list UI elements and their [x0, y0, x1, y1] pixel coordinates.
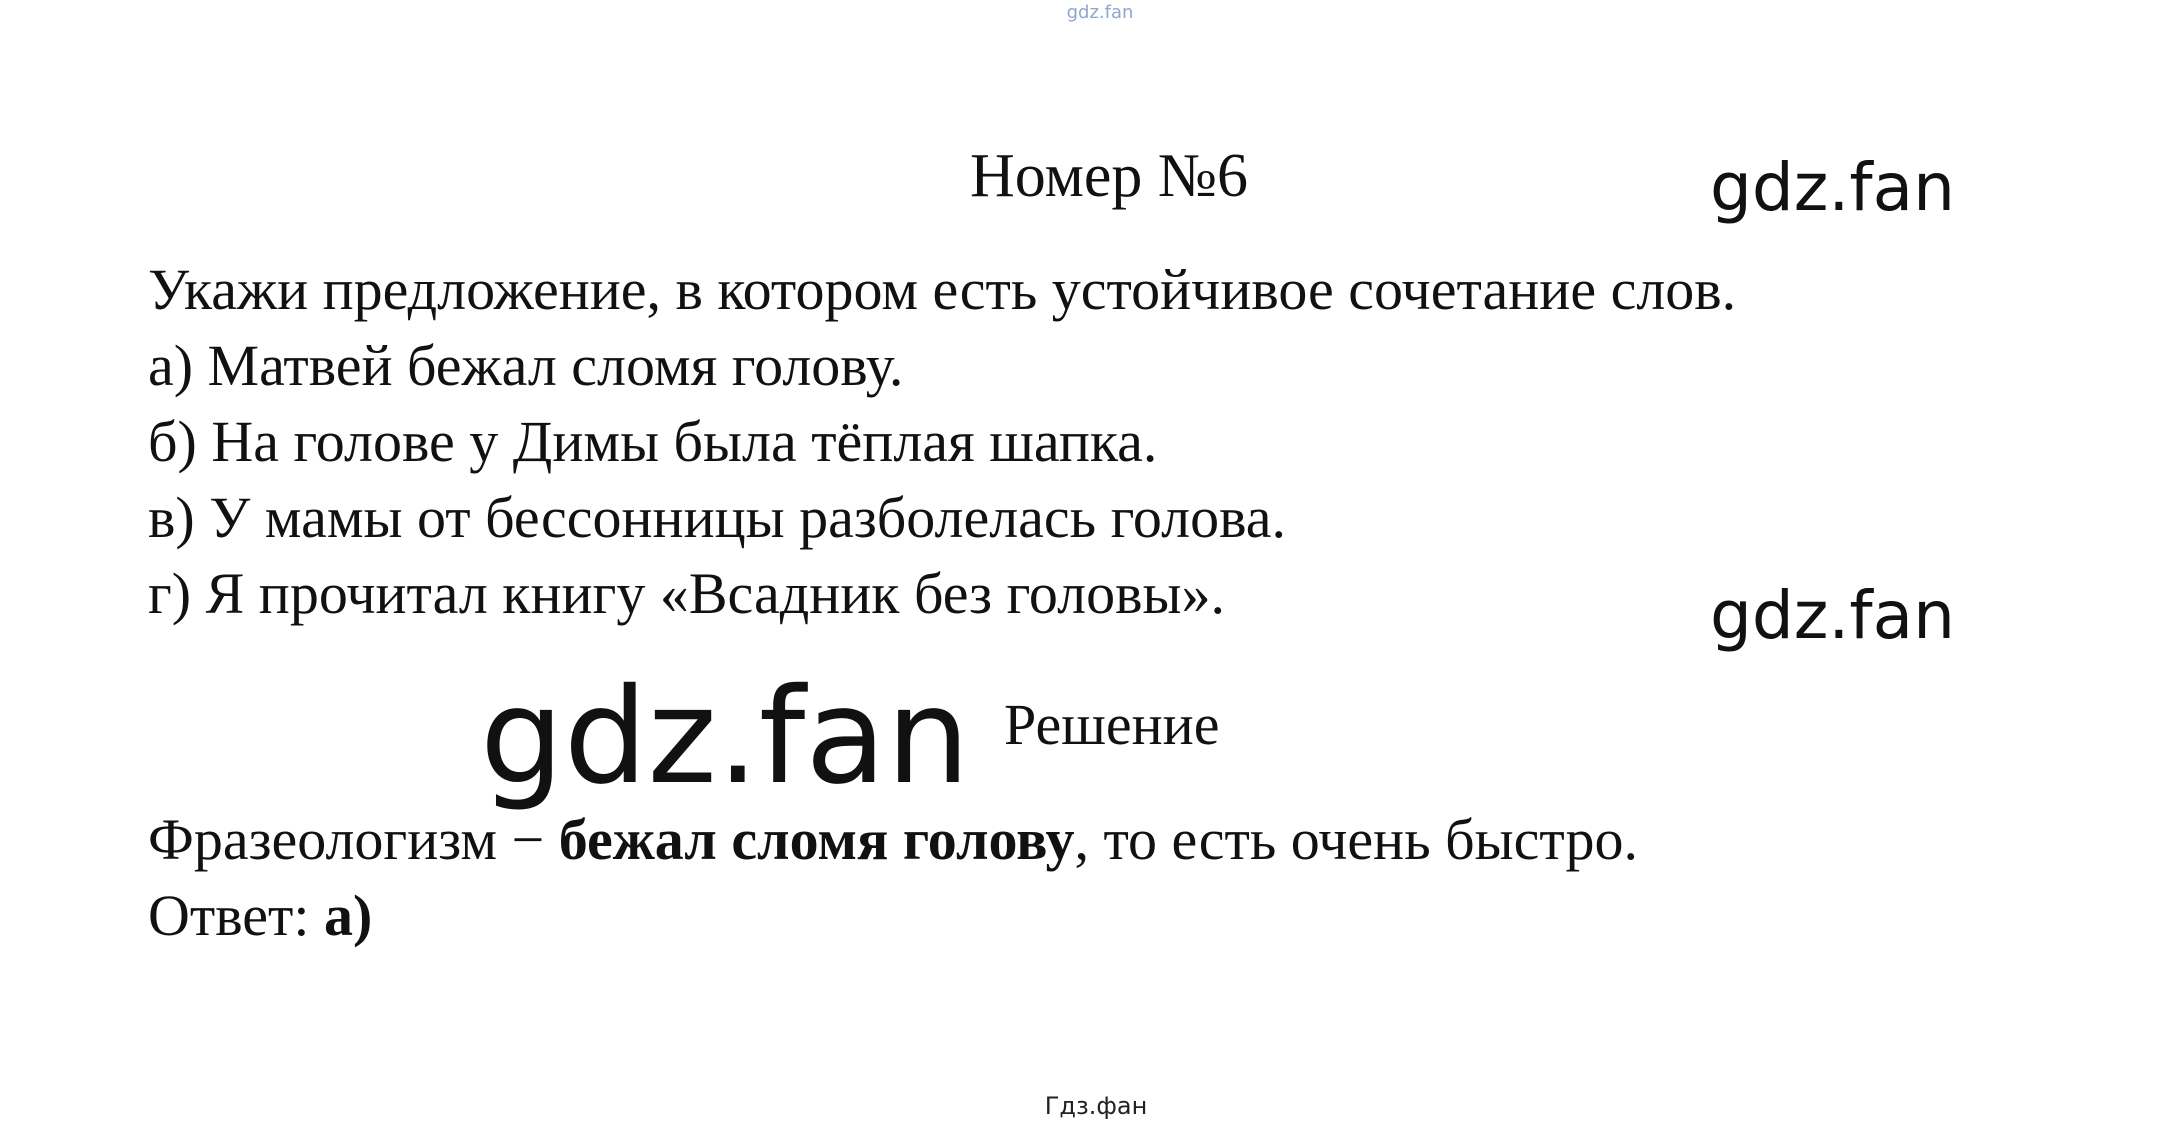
option-c: в) У мамы от бессонницы разболелась голова.: [148, 485, 1286, 550]
explanation-suffix: , то есть очень быстро.: [1074, 807, 1638, 872]
answer-prefix: Ответ:: [148, 883, 324, 948]
watermark-right-middle: gdz.fan: [1710, 577, 1955, 654]
solution-explanation: [148, 802, 1638, 878]
solution-heading: Решение: [1004, 692, 1220, 757]
solution-block: [148, 802, 1638, 954]
explanation-idiom: бежал сломя голову: [558, 807, 1075, 872]
watermark-footer: Гдз.фан: [1044, 1092, 1148, 1120]
answer-value: а): [323, 883, 373, 948]
page-title: Номер №6: [970, 142, 1249, 210]
watermark-right-top: gdz.fan: [1710, 149, 1955, 226]
option-d: г) Я прочитал книгу «Всадник без головы».: [148, 561, 1225, 626]
watermark-large: gdz.fan: [480, 660, 970, 814]
explanation-prefix: Фразеологизм −: [148, 807, 559, 872]
option-b: б) На голове у Димы была тёплая шапка.: [148, 409, 1158, 474]
question-prompt: Укажи предложение, в котором есть устойчивое сочетание слов.: [148, 257, 1737, 322]
answer-line: [148, 878, 1638, 954]
question-block: [148, 252, 1736, 632]
watermark-top-small: gdz.fan: [1066, 2, 1134, 23]
option-a: а) Матвей бежал сломя голову.: [148, 333, 904, 398]
